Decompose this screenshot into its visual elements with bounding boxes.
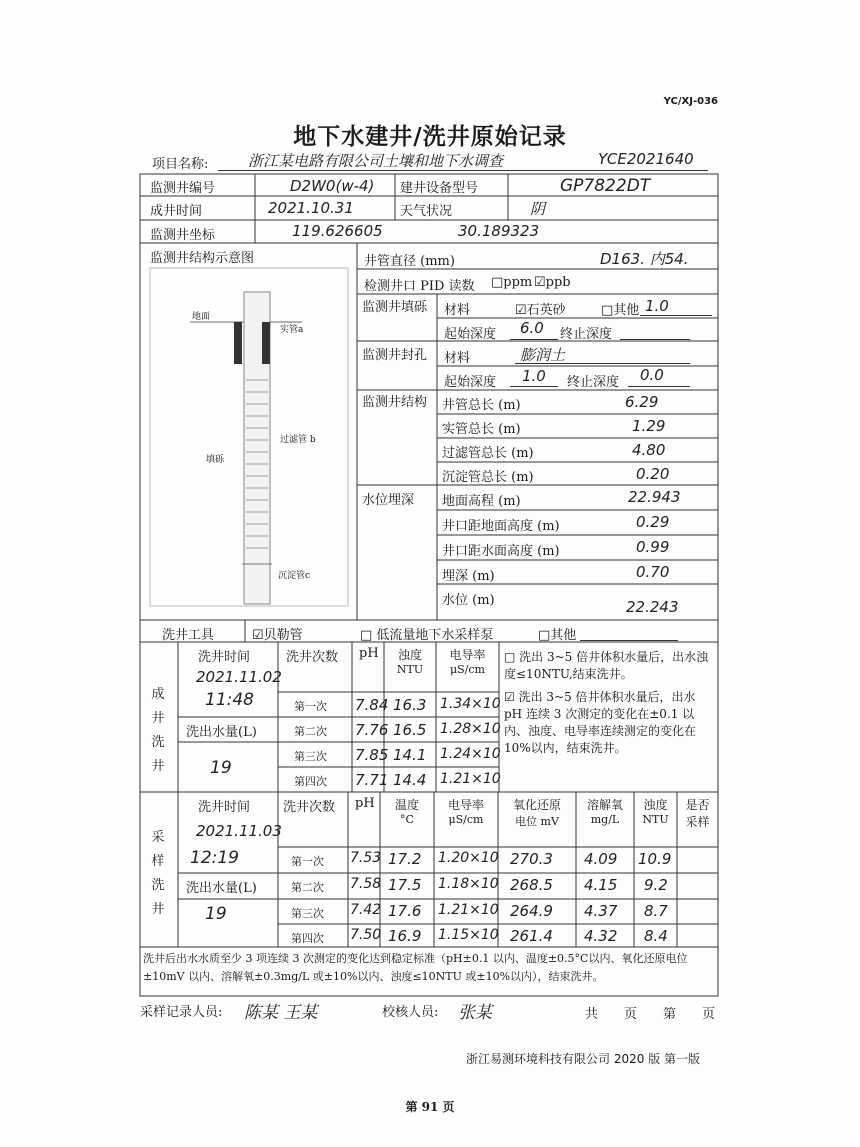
page-number: 第 91 页 xyxy=(405,1100,455,1114)
washing-run-3-conductivity: 1.24×10 xyxy=(440,746,501,762)
coord-label: 监测井坐标 xyxy=(150,228,216,243)
sampling-run-3-ph: 7.42 xyxy=(350,902,382,918)
filling-start-value: 6.0 xyxy=(520,319,544,337)
pid-ppm-checkbox[interactable]: □ppm xyxy=(491,275,533,290)
solid-len-label: 实管总长 (m) xyxy=(442,422,521,437)
weather-label: 天气状况 xyxy=(400,204,453,219)
stability-criteria-note: 洗井后出水水质至少 3 项连续 3 次测定的变化达到稳定标准（pH±0.1 以内、温度±0.5°C以内、氧化还原电位±10mV 以内、溶解氧±0.3mg/L 或±10%以内、浊度≤10NTU 或±10%以内），结束洗井。 xyxy=(143,952,688,983)
burial-label: 埋深 (m) xyxy=(442,569,495,584)
washing-run-1-turbidity: 16.3 xyxy=(393,696,427,714)
sampling-orp-header: 氧化还原 电位 mV xyxy=(512,798,561,828)
washing-count-header: 洗井次数 xyxy=(286,650,339,665)
washing-run-2-turbidity: 16.5 xyxy=(393,721,427,739)
page-title: 地下水建井/洗井原始记录 xyxy=(293,123,567,150)
sampling-time-header: 洗井时间 xyxy=(198,800,251,815)
sampling-run-1-ph: 7.53 xyxy=(350,850,382,866)
washing-run-3-label: 第三次 xyxy=(294,750,327,763)
sampling-ph-header: pH xyxy=(355,796,375,811)
sampling-run-4-temp: 16.9 xyxy=(388,927,422,945)
sealing-material-value: 膨润土 xyxy=(520,346,566,364)
diagram-label: 监测井结构示意图 xyxy=(150,251,255,266)
well-head-ground-value: 0.29 xyxy=(636,513,670,531)
total-len-label: 井管总长 (m) xyxy=(442,398,521,413)
sampling-count-header: 洗井次数 xyxy=(283,800,336,815)
sealing-start-value: 1.0 xyxy=(522,367,546,385)
checker-signature: 张某 xyxy=(458,1003,492,1023)
filter-len-value: 4.80 xyxy=(632,441,666,459)
sampling-run-4-orp: 261.4 xyxy=(510,927,553,945)
filling-material-label: 材料 xyxy=(444,303,471,318)
pid-ppb-checkbox[interactable]: ☑ppb xyxy=(534,275,571,290)
sampling-run-1-label: 第一次 xyxy=(291,855,324,868)
sampling-run-2-conductivity: 1.18×10 xyxy=(438,876,499,892)
washing-run-2-conductivity: 1.28×10 xyxy=(440,721,501,737)
diameter-value: D163. 内54. xyxy=(600,250,689,268)
sealing-start-label: 起始深度 xyxy=(444,375,497,390)
sampling-run-4-do: 4.32 xyxy=(584,927,618,945)
washing-run-4-ph: 7.71 xyxy=(355,771,389,789)
sampling-turbidity-header: 浊度 NTU xyxy=(642,798,669,826)
sampling-run-2-turbidity: 9.2 xyxy=(644,876,668,894)
sampling-run-2-do: 4.15 xyxy=(584,876,618,894)
sealing-label: 监测井封孔 xyxy=(362,348,428,363)
project-code: YCE2021640 xyxy=(598,150,694,168)
sump-len-value: 0.20 xyxy=(636,465,670,483)
sampling-temp-header: 温度 °C xyxy=(394,798,419,826)
sampling-run-3-label: 第三次 xyxy=(291,907,324,920)
sampling-run-3-conductivity: 1.21×10 xyxy=(438,902,499,918)
sampling-run-4-conductivity: 1.15×10 xyxy=(438,927,499,943)
well-head-water-label: 井口距水面高度 (m) xyxy=(442,544,560,559)
quartz-sand-checkbox[interactable]: ☑石英砂 xyxy=(515,303,566,318)
recorder-signature: 陈某 王某 xyxy=(244,1003,318,1023)
washing-ph-header: pH xyxy=(359,646,379,661)
water-level-label: 水位 (m) xyxy=(442,593,495,608)
coord-lon: 119.626605 xyxy=(292,222,383,240)
tools-label: 洗井工具 xyxy=(162,628,215,643)
sampling-section-label: 采 样 洗 井 xyxy=(151,830,165,917)
washing-volume-value: 19 xyxy=(210,758,232,778)
water-level-value: 22.243 xyxy=(626,598,679,616)
washing-run-1-ph: 7.84 xyxy=(355,696,389,714)
equip-label: 建井设备型号 xyxy=(400,181,479,196)
washing-time-value: 11:48 xyxy=(205,690,254,710)
sampling-run-3-do: 4.37 xyxy=(584,902,618,920)
checker-label: 校核人员: xyxy=(382,1005,439,1020)
washing-run-3-turbidity: 14.1 xyxy=(393,746,427,764)
washing-run-3-ph: 7.85 xyxy=(355,746,389,764)
date-label: 成井时间 xyxy=(150,204,203,219)
filling-start-label: 起始深度 xyxy=(444,327,497,342)
washing-criterion-turbidity[interactable]: □ 洗出 3~5 倍井体积水量后，出水浊度≤10NTU,结束洗井。 xyxy=(504,650,709,681)
washing-run-1-label: 第一次 xyxy=(294,700,327,713)
page-count: 共 页 第 页 xyxy=(585,1007,716,1022)
filling-end-label: 终止深度 xyxy=(560,327,613,342)
sampling-run-1-orp: 270.3 xyxy=(510,850,553,868)
sump-len-label: 沉淀管总长 (m) xyxy=(442,470,534,485)
washing-section-label: 成 井 洗 井 xyxy=(151,687,165,774)
ground-elev-value: 22.943 xyxy=(628,488,681,506)
sampling-volume-label: 洗出水量(L) xyxy=(186,881,257,896)
sampling-run-3-turbidity: 8.7 xyxy=(644,902,668,920)
sampling-volume-value: 19 xyxy=(205,904,227,924)
sampling-run-1-temp: 17.2 xyxy=(388,850,422,868)
sampling-run-1-do: 4.09 xyxy=(584,850,618,868)
washing-run-2-ph: 7.76 xyxy=(355,721,389,739)
date-value: 2021.10.31 xyxy=(268,199,354,217)
sampling-run-4-label: 第四次 xyxy=(291,932,324,945)
sampling-do-header: 溶解氧 mg/L xyxy=(586,798,623,826)
washing-criterion-stability[interactable]: ☑ 洗出 3~5 倍井体积水量后，出水 pH 连续 3 次测定的变化在±0.1 以内、浊度、电导率连续测定的变化在 10%以内，结束洗井。 xyxy=(504,690,697,755)
diagram-solid-label: 实管a xyxy=(280,325,304,335)
washing-volume-label: 洗出水量(L) xyxy=(186,725,257,740)
sampling-run-1-turbidity: 10.9 xyxy=(638,850,672,868)
well-head-water-value: 0.99 xyxy=(636,538,670,556)
ground-elev-label: 地面高程 (m) xyxy=(442,494,521,509)
washing-date-value: 2021.11.02 xyxy=(196,668,282,686)
sealing-material-label: 材料 xyxy=(444,351,471,366)
sampling-conductivity-header: 电导率 μS/cm xyxy=(447,798,484,826)
project-label: 项目名称: xyxy=(152,157,209,172)
washing-conductivity-header: 电导率 μS/cm xyxy=(449,648,486,676)
burial-value: 0.70 xyxy=(636,563,670,581)
washing-run-4-label: 第四次 xyxy=(294,775,327,788)
sampling-run-4-ph: 7.50 xyxy=(350,927,382,943)
washing-run-2-label: 第二次 xyxy=(294,725,327,738)
sampling-run-4-turbidity: 8.4 xyxy=(644,927,668,945)
washing-run-1-conductivity: 1.34×10 xyxy=(440,696,501,712)
pid-label: 检测井口 PID 读数 xyxy=(364,279,475,294)
sampling-run-3-orp: 264.9 xyxy=(510,902,553,920)
company-name: 浙江易测环境科技有限公司 2020 版 第一版 xyxy=(466,1052,701,1066)
diagram-sump-label: 沉淀管c xyxy=(278,571,311,581)
sampling-taken-header: 是否 采样 xyxy=(685,798,710,829)
washing-run-4-turbidity: 14.4 xyxy=(393,771,427,789)
solid-len-value: 1.29 xyxy=(632,417,666,435)
diagram-fill-label: 填砾 xyxy=(206,455,225,465)
water-label: 水位埋深 xyxy=(362,493,415,508)
filling-other-value: 1.0 xyxy=(645,297,669,315)
sealing-end-value: 0.0 xyxy=(640,366,664,384)
well-no-value: D2W0(w-4) xyxy=(290,177,375,195)
diagram-ground-label: 地面 xyxy=(192,312,211,322)
weather-value: 阴 xyxy=(530,200,546,218)
tools-other-checkbox[interactable]: □其他 xyxy=(538,628,577,643)
diameter-label: 井管直径 (mm) xyxy=(364,254,455,269)
sampling-run-2-label: 第二次 xyxy=(291,881,324,894)
sealing-end-label: 终止深度 xyxy=(567,375,620,390)
low-flow-pump-checkbox[interactable]: □ 低流量地下水采样泵 xyxy=(360,628,494,643)
well-no-label: 监测井编号 xyxy=(150,181,216,196)
sampling-run-2-temp: 17.5 xyxy=(388,876,422,894)
sampling-run-1-conductivity: 1.20×10 xyxy=(438,850,499,866)
filling-other-checkbox[interactable]: □其他 xyxy=(601,303,640,318)
coord-lat: 30.189323 xyxy=(458,222,540,240)
filter-len-label: 过滤管总长 (m) xyxy=(442,446,534,461)
sampling-run-3-temp: 17.6 xyxy=(388,902,422,920)
total-len-value: 6.29 xyxy=(625,393,659,411)
bailer-checkbox[interactable]: ☑贝勒管 xyxy=(252,628,303,643)
filling-label: 监测井填砾 xyxy=(362,300,428,315)
document-code: YC/XJ-036 xyxy=(663,96,718,107)
well-head-ground-label: 井口距地面高度 (m) xyxy=(442,519,560,534)
structure-label: 监测井结构 xyxy=(362,395,428,410)
sampling-run-2-ph: 7.58 xyxy=(350,876,382,892)
recorder-label: 采样记录人员: xyxy=(140,1005,223,1020)
washing-run-4-conductivity: 1.21×10 xyxy=(440,771,501,787)
sampling-run-2-orp: 268.5 xyxy=(510,876,553,894)
sampling-time-value: 12:19 xyxy=(190,848,239,868)
sampling-date-value: 2021.11.03 xyxy=(196,822,282,840)
equip-value: GP7822DT xyxy=(560,176,651,196)
washing-time-header: 洗井时间 xyxy=(198,650,251,665)
washing-turbidity-header: 浊度 NTU xyxy=(396,648,424,676)
diagram-filter-label: 过滤管 b xyxy=(280,435,316,445)
well-structure-diagram xyxy=(150,268,348,606)
project-value: 浙江某电路有限公司土壤和地下水调查 xyxy=(248,152,504,170)
